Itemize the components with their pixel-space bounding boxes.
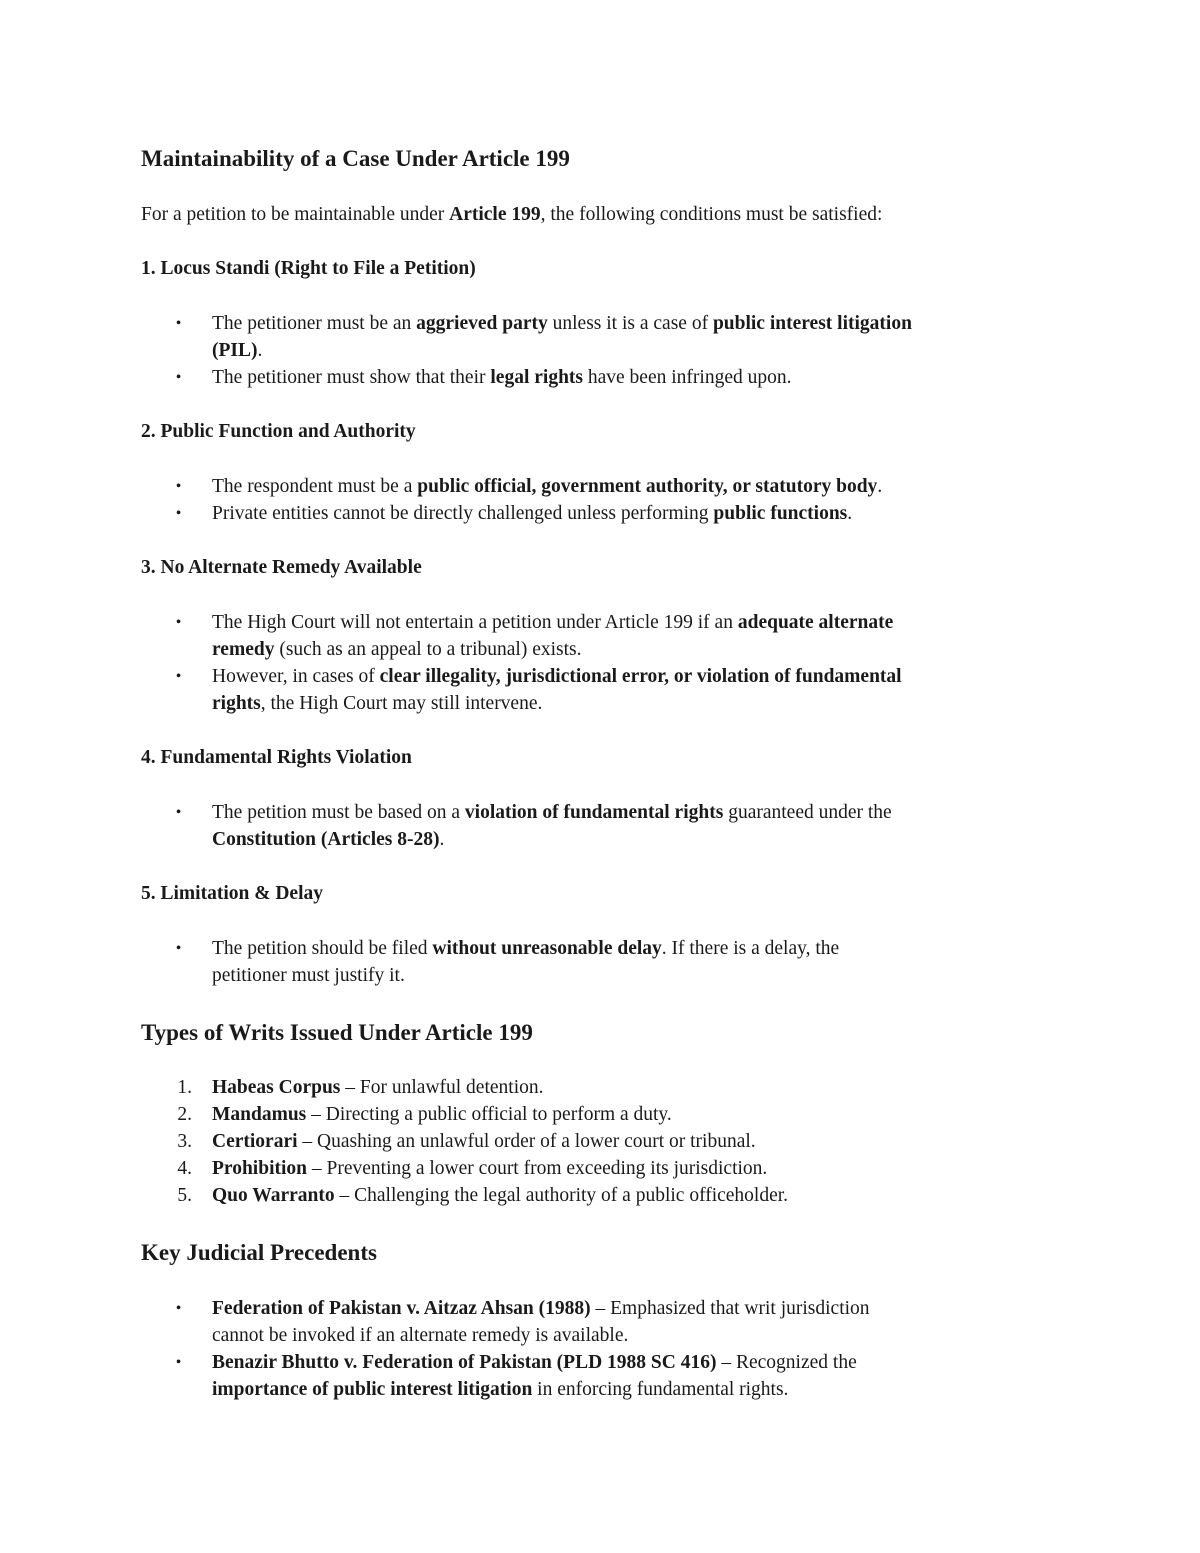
condition-heading-fundamental-rights: 4. Fundamental Rights Violation bbox=[141, 747, 412, 768]
writ-name: Prohibition bbox=[212, 1158, 307, 1179]
list-item bbox=[141, 310, 1071, 364]
precedent-text bbox=[212, 1295, 1071, 1349]
list-item-text bbox=[212, 935, 1071, 989]
bold-text: importance of public interest litigation bbox=[212, 1379, 533, 1400]
bold-text: rights bbox=[212, 693, 261, 714]
list-item bbox=[141, 500, 1071, 527]
bold-text: adequate alternate bbox=[737, 612, 894, 633]
writ-description: – Preventing a lower court from exceeding its jurisdiction. bbox=[307, 1158, 768, 1179]
bold-text: Benazir Bhutto v. Federation of Pakistan (PLD 1988 SC 416) bbox=[212, 1352, 717, 1373]
text-run: have been infringed upon. bbox=[583, 367, 792, 388]
bullet-marker: • bbox=[175, 804, 182, 821]
writ-name: Habeas Corpus bbox=[212, 1077, 341, 1098]
text-run: The High Court will not entertain a petition under Article 199 if an bbox=[212, 612, 738, 633]
bullet-marker: • bbox=[175, 614, 182, 631]
list-item bbox=[141, 799, 1071, 853]
writ-description: – Directing a public official to perform a duty. bbox=[306, 1104, 672, 1125]
bold-text: (PIL) bbox=[212, 340, 258, 361]
list-item-text bbox=[212, 609, 1071, 663]
text-run: . bbox=[847, 503, 853, 524]
list-number: 2. bbox=[177, 1104, 192, 1125]
text-run: – Emphasized that writ jurisdiction bbox=[590, 1298, 870, 1319]
intro-paragraph bbox=[141, 201, 882, 228]
text-run: guaranteed under the bbox=[723, 802, 892, 823]
list-item bbox=[141, 473, 1071, 500]
list-item bbox=[141, 609, 1071, 663]
bold-text: Article 199 bbox=[449, 204, 541, 225]
condition-heading-alternate-remedy: 3. No Alternate Remedy Available bbox=[141, 557, 422, 578]
precedent-text bbox=[212, 1349, 1071, 1403]
writ-item bbox=[141, 1074, 1071, 1101]
list-item bbox=[141, 364, 1071, 391]
text-run: For a petition to be maintainable under bbox=[141, 204, 450, 225]
bullet-list-limitation-delay bbox=[141, 935, 1071, 989]
text-run: , the following conditions must be satisfied: bbox=[540, 204, 883, 225]
list-number: 5. bbox=[177, 1185, 192, 1206]
text-run: However, in cases of bbox=[212, 666, 380, 687]
list-number: 4. bbox=[177, 1158, 192, 1179]
bullet-marker: • bbox=[175, 668, 182, 685]
section-heading-writs: Types of Writs Issued Under Article 199 bbox=[141, 1020, 533, 1045]
bullet-marker: • bbox=[175, 478, 182, 495]
bullet-list-public-function bbox=[141, 473, 1071, 527]
bold-text: Federation of Pakistan v. Aitzaz Ahsan (1988) bbox=[212, 1298, 591, 1319]
writ-description: – For unlawful detention. bbox=[340, 1077, 544, 1098]
text-run: , the High Court may still intervene. bbox=[260, 693, 543, 714]
text-run: . bbox=[877, 476, 883, 497]
writ-item bbox=[141, 1101, 1071, 1128]
precedent-item bbox=[141, 1349, 1071, 1403]
list-item bbox=[141, 663, 1071, 717]
section-heading-precedents: Key Judicial Precedents bbox=[141, 1240, 377, 1265]
writ-name: Certiorari bbox=[212, 1131, 298, 1152]
bullet-marker: • bbox=[175, 369, 182, 386]
bold-text: public interest litigation bbox=[712, 313, 912, 334]
bold-text: clear illegality, jurisdictional error, or violation of fundamental bbox=[379, 666, 902, 687]
numbered-list-writs bbox=[141, 1074, 1071, 1209]
list-number: 1. bbox=[177, 1077, 192, 1098]
writ-description: – Challenging the legal authority of a public officeholder. bbox=[334, 1185, 789, 1206]
bullet-marker: • bbox=[175, 315, 182, 332]
text-run: – Recognized the bbox=[716, 1352, 857, 1373]
bold-text: public official, government authority, or statutory body bbox=[417, 476, 878, 497]
bold-text: Constitution (Articles 8-28) bbox=[212, 829, 440, 850]
condition-heading-limitation-delay: 5. Limitation & Delay bbox=[141, 883, 323, 904]
writ-item bbox=[141, 1155, 1071, 1182]
bullet-marker: • bbox=[175, 940, 182, 957]
text-run: The petition must be based on a bbox=[212, 802, 465, 823]
text-run: The petitioner must be an bbox=[212, 313, 417, 334]
writ-description: – Quashing an unlawful order of a lower court or tribunal. bbox=[297, 1131, 756, 1152]
precedent-item bbox=[141, 1295, 1071, 1349]
bold-text: without unreasonable delay bbox=[432, 938, 662, 959]
text-run: . If there is a delay, the bbox=[661, 938, 840, 959]
text-run: The petition should be filed bbox=[212, 938, 433, 959]
list-item-text bbox=[212, 310, 1071, 364]
writ-item bbox=[141, 1128, 1071, 1155]
text-run: unless it is a case of bbox=[547, 313, 713, 334]
bullet-list-locus-standi bbox=[141, 310, 1071, 391]
bullet-marker: • bbox=[175, 1354, 182, 1371]
text-run: Private entities cannot be directly challenged unless performing bbox=[212, 503, 714, 524]
bullet-list-alternate-remedy bbox=[141, 609, 1071, 717]
text-run: cannot be invoked if an alternate remedy is available. bbox=[212, 1325, 629, 1346]
condition-heading-public-function: 2. Public Function and Authority bbox=[141, 421, 416, 442]
list-item-text bbox=[212, 799, 1071, 853]
condition-heading-locus-standi: 1. Locus Standi (Right to File a Petition) bbox=[141, 258, 476, 279]
bold-text: legal rights bbox=[490, 367, 583, 388]
text-run: (such as an appeal to a tribunal) exists. bbox=[274, 639, 582, 660]
bullet-marker: • bbox=[175, 505, 182, 522]
text-run: . bbox=[257, 340, 263, 361]
list-item-text bbox=[212, 473, 1071, 500]
page-title: Maintainability of a Case Under Article 199 bbox=[141, 146, 570, 171]
text-run: in enforcing fundamental rights. bbox=[532, 1379, 789, 1400]
bullet-list-fundamental-rights bbox=[141, 799, 1071, 853]
bullet-marker: • bbox=[175, 1300, 182, 1317]
text-run: petitioner must justify it. bbox=[212, 965, 405, 986]
bold-text: remedy bbox=[212, 639, 275, 660]
writ-name: Quo Warranto bbox=[212, 1185, 335, 1206]
bold-text: aggrieved party bbox=[416, 313, 548, 334]
list-item-text bbox=[212, 364, 1071, 391]
writ-name: Mandamus bbox=[212, 1104, 307, 1125]
text-run: The petitioner must show that their bbox=[212, 367, 491, 388]
text-run: The respondent must be a bbox=[212, 476, 418, 497]
list-number: 3. bbox=[177, 1131, 192, 1152]
list-item bbox=[141, 935, 1071, 989]
bold-text: violation of fundamental rights bbox=[464, 802, 724, 823]
list-item-text bbox=[212, 663, 1071, 717]
text-run: . bbox=[439, 829, 445, 850]
bullet-list-precedents bbox=[141, 1295, 1071, 1403]
bold-text: public functions bbox=[713, 503, 848, 524]
list-item-text bbox=[212, 500, 1071, 527]
writ-item bbox=[141, 1182, 1071, 1209]
